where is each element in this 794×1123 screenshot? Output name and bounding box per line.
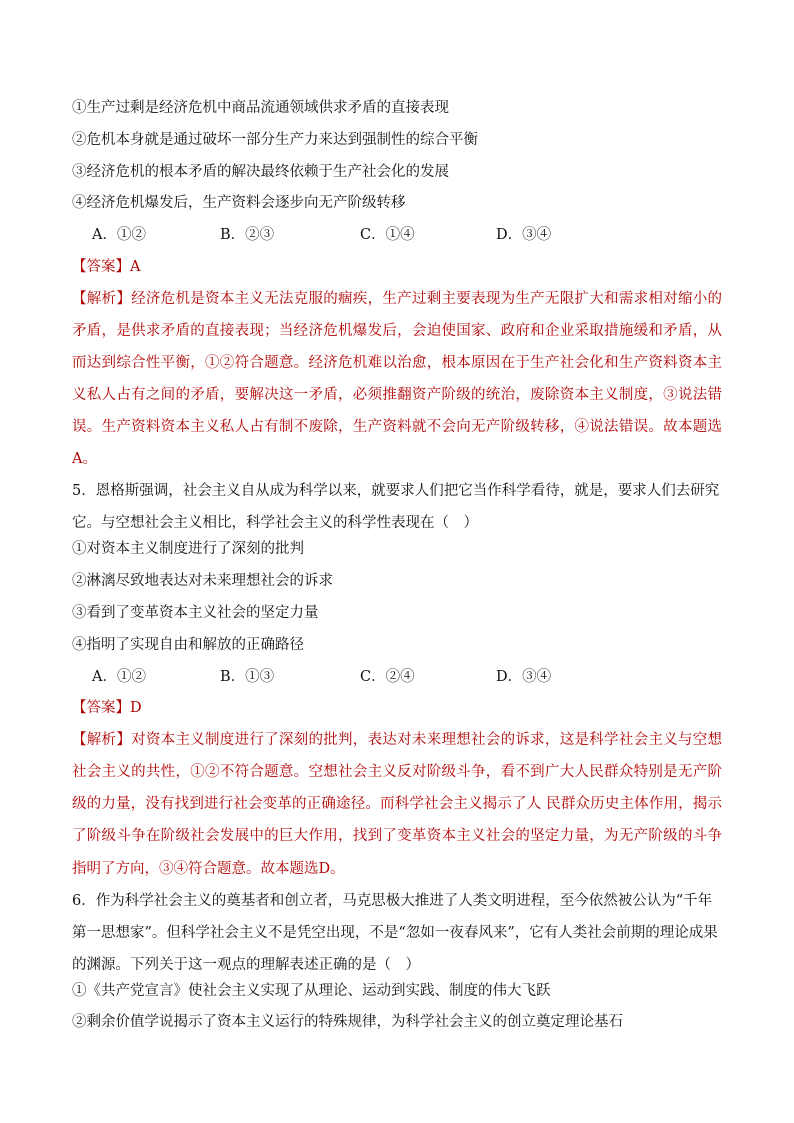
q5-options <box>72 667 722 699</box>
q4-option-d: D．③④ <box>496 227 552 244</box>
q4-option-c: C．①④ <box>360 227 415 244</box>
q5-option-a: A．①② <box>92 668 146 685</box>
q5-option-c: C．②④ <box>360 668 415 685</box>
q6-item-2: ②剩余价值学说揭示了资本主义运行的特殊规律，为科学社会主义的创立奠定理论基石 <box>72 1014 623 1031</box>
q5-option-b: B．①③ <box>220 668 275 685</box>
q6-item-1: ①《共产党宣言》使社会主义实现了从理论、运动到实践、制度的伟大飞跃 <box>72 982 551 999</box>
q6-stem: 6．作为科学社会主义的奠基者和创立者，马克思极大推进了人类文明进程，至今依然被公认为“千年第一思想家”。但科学社会主义不是凭空出现，不是“忽如一夜春风来”，它有人类社会前期的理论成果的渊源。下列关于这一观点的理解表述正确的是（ ） <box>72 892 718 973</box>
q5-answer: 【答案】D <box>72 700 142 717</box>
question-5-block <box>72 475 722 884</box>
question-6-block <box>72 885 722 1045</box>
q4-answer: 【答案】A <box>72 258 141 275</box>
q4-item-4: ④经济危机爆发后，生产资料会逐步向无产阶级转移 <box>72 195 406 212</box>
q5-item-2: ②淋漓尽致地表达对未来理想社会的诉求 <box>72 573 333 590</box>
q5-item-1: ①对资本主义制度进行了深刻的批判 <box>72 541 304 558</box>
q4-option-a: A．①② <box>92 227 146 244</box>
q5-item-4: ④指明了实现自由和解放的正确路径 <box>72 636 304 653</box>
q4-item-1: ①生产过剩是经济危机中商品流通领域供求矛盾的直接表现 <box>72 100 449 116</box>
document-page <box>72 98 722 1044</box>
q5-stem: 5．恩格斯强调，社会主义自从成为科学以来，就要求人们把它当作科学看待，就是，要求人们去研究它。与空想社会主义相比，科学社会主义的科学性表现在（ ） <box>72 483 720 532</box>
q5-analysis: 【解析】对资本主义制度进行了深刻的批判，表达对未来理想社会的诉求，这是科学社会主义与空想社会主义的共性，①②不符合题意。空想社会主义反对阶级斗争，看不到广大人民群众特别是无产阶级的力量，没有找到进行社会变革的正确途径。而科学社会主义揭示了人 民群众历史主体作用，揭示了阶级斗争在阶级社会发展中的巨大作用，找到了变革资本主义社会的坚定力量，为无产阶级的斗争指明了方向，③④符合题意。故本题选D。 <box>72 732 722 877</box>
q4-option-b: B．②③ <box>220 227 275 244</box>
q4-item-2: ②危机本身就是通过破坏一部分生产力来达到强制性的综合平衡 <box>72 131 478 148</box>
q4-analysis: 【解析】经济危机是资本主义无法克服的痼疾，生产过剩主要表现为生产无限扩大和需求相对缩小的矛盾，是供求矛盾的直接表现；当经济危机爆发后，会迫使国家、政府和企业采取措施缓和矛盾，从而达到综合性平衡，①②符合题意。经济危机难以治愈，根本原因在于生产社会化和生产资料资本主义私人占有之间的矛盾，要解决这一矛盾，必须推翻资产阶级的统治，废除资本主义制度，③说法错误。生产资料资本主义私人占有制不废除，生产资料就不会向无产阶级转移，④说法错误。故本题选A。 <box>72 290 722 468</box>
question-4-block <box>72 98 722 475</box>
q5-item-3: ③看到了变革资本主义社会的坚定力量 <box>72 604 319 621</box>
q5-option-d: D．③④ <box>496 668 552 685</box>
q4-options <box>72 225 722 257</box>
q4-item-3: ③经济危机的根本矛盾的解决最终依赖于生产社会化的发展 <box>72 163 449 180</box>
